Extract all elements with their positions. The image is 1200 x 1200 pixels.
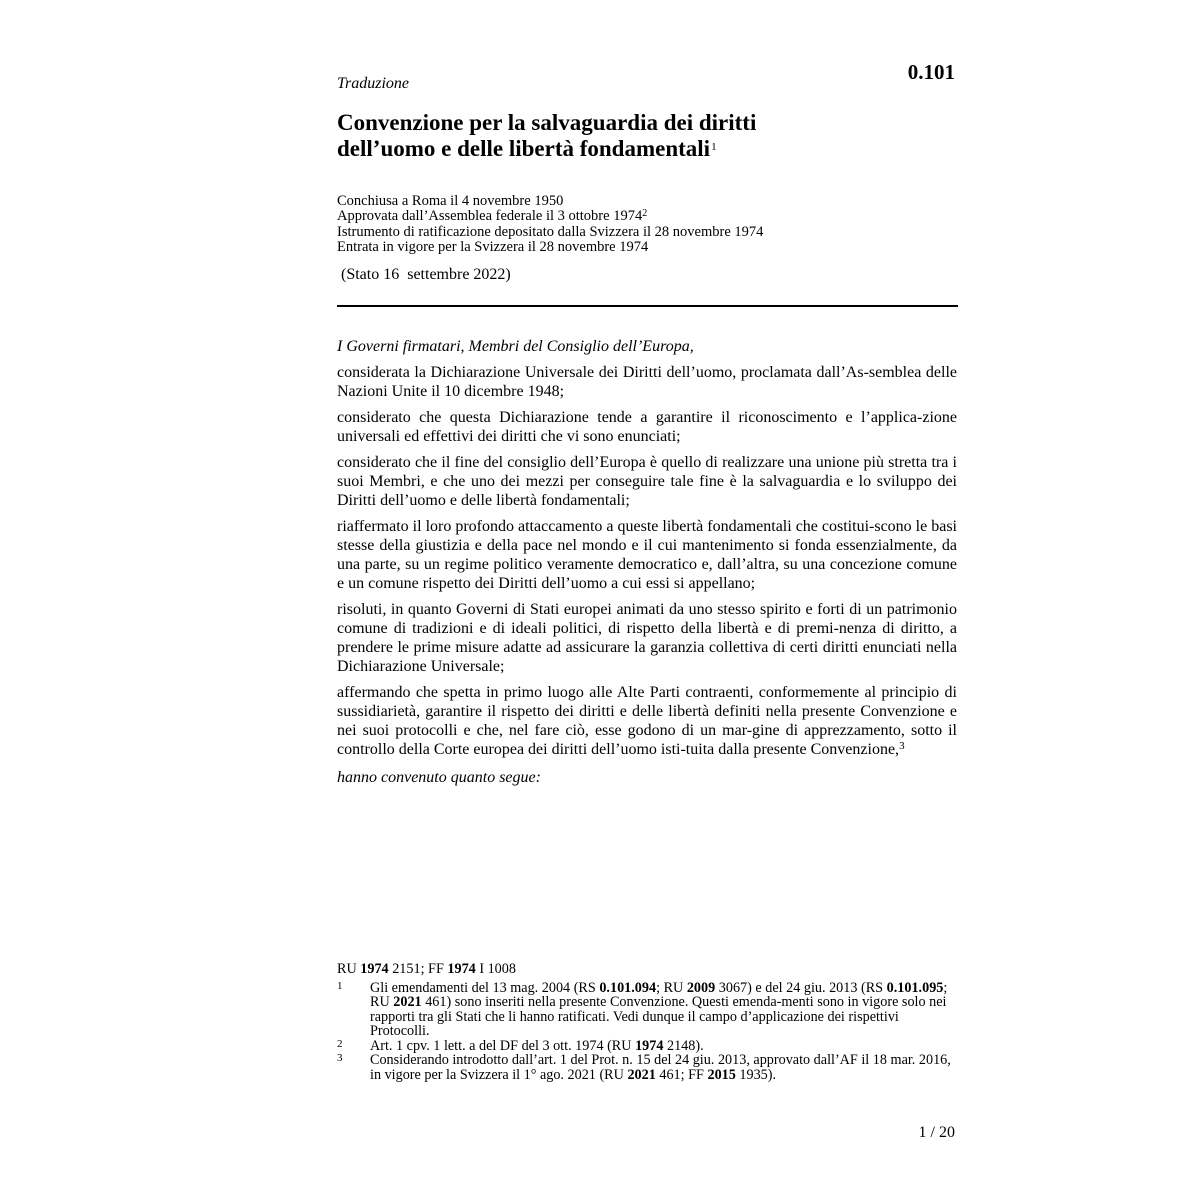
preamble-intro: I Governi firmatari, Membri del Consiglio dell’Europa, [337, 338, 694, 355]
status-date: (Stato 16 settembre 2022) [341, 266, 511, 283]
ff-year: 1974 [447, 961, 476, 977]
document-metadata [337, 194, 763, 255]
fn-text-part: 2148). [663, 1037, 704, 1054]
translation-label: Traduzione [337, 75, 410, 92]
fn-bold-ref: 0.101.094 [599, 979, 657, 996]
preamble-paragraph: considerata la Dichiarazione Universale dei Diritti dell’uomo, proclamata dall’As-semblea delle Nazioni Unite il 10 dicembre 1948; [337, 364, 957, 400]
concluded-line: Conchiusa a Roma il 4 novembre 1950 [337, 193, 564, 209]
fn-bold-ref: 2021 [627, 1066, 656, 1083]
preamble-paragraph: riaffermato il loro profondo attaccamento a queste libertà fondamentali che costitui-scono le basi stesse della giustizia e della pace nel mondo e il cui mantenimento si fonda essenzialmente, da una parte, su un regime politico veramente democratico e, dall’altra, su una concezione comune e un comune rispetto dei Diritti dell’uomo a cui essi si appellano; [337, 518, 957, 592]
footnotes [337, 962, 957, 1082]
footnote-text [370, 1039, 957, 1054]
header-divider [337, 305, 958, 307]
fn-bold-ref: 1974 [635, 1037, 664, 1054]
title-line-2-text: dell’uomo e delle libertà fondamentali [337, 136, 711, 161]
preamble-paragraph: risoluti, in quanto Governi di Stati europei animati da uno stesso spirito e forti di un patrimonio comune di tradizioni e di ideali politici, di rispetto della libertà e di premi-nenza di diritto, a prendere le prime misure adatte ad assicurare la garanzia collettiva di certi diritti enunciati nella Dichiarazione Universale; [337, 601, 957, 675]
fn-bold-ref: 2015 [707, 1066, 736, 1083]
fn-text-part: 3067) e del 24 giu. 2013 (RS [715, 979, 887, 996]
title-line-1: Convenzione per la salvaguardia dei diritti [337, 110, 757, 135]
footnote-2 [337, 1039, 957, 1054]
footnote-1 [337, 981, 957, 1039]
ru-year: 1974 [360, 961, 389, 977]
ru-text: I 1008 [475, 961, 516, 977]
footnote-number: 2 [337, 1037, 343, 1050]
approved-text: Approvata dall’Assemblea federale il 3 ottobre 1974 [337, 208, 643, 224]
preamble-footnote-ref[interactable]: 3 [899, 740, 905, 752]
fn-text-part: Gli emendamenti del 13 mag. 2004 (RS [370, 979, 600, 996]
preamble-paragraph: considerato che questa Dichiarazione tende a garantire il riconoscimento e l’applica-zione universali ed effettivi dei diritti che vi sono enunciati; [337, 409, 957, 445]
fn-text-part: Art. 1 cpv. 1 lett. a del DF del 3 ott. 1974 (RU [370, 1037, 636, 1054]
footnote-text [370, 981, 957, 1039]
preamble-paragraph-last [337, 683, 957, 761]
ratification-line: Istrumento di ratificazione depositato dalla Svizzera il 28 novembre 1974 [337, 224, 764, 240]
ru-text: 2151; FF [388, 961, 448, 977]
preamble-outro: hanno convenuto quanto segue: [337, 769, 541, 786]
preamble [337, 337, 957, 787]
fn-text-part: 461; FF [655, 1066, 708, 1083]
footnote-3 [337, 1053, 957, 1082]
fn-text-part: 461) sono inseriti nella presente Convenzione. Questi emenda-menti sono in vigore solo nei rapporti tra gli Stati che li hanno ratificati. Vedi dunque il campo d’applicazione dei rispettivi Protocolli. [370, 994, 947, 1039]
fn-bold-ref: 2021 [393, 994, 422, 1010]
title-footnote-ref[interactable]: 1 [711, 141, 717, 153]
entry-into-force-line: Entrata in vigore per la Svizzera il 28 novembre 1974 [337, 239, 649, 255]
preamble-paragraph-last-text: affermando che spetta in primo luogo alle Alte Parti contraenti, conformemente al principio di sussidiarietà, garantire il rispetto dei diritti e delle libertà definiti nella presente Convenzione e nei suoi protocolli e che, nel fare ciò, esse godono di un mar-gine di apprezzamento, sotto il controllo della Corte europea dei diritti dell’uomo isti-tuita dalla presente Convenzione, [337, 684, 957, 758]
fn-text-part: Considerando introdotto dall’art. 1 del Prot. n. 15 del 24 giu. 2013, approvato dall’AF il 18 mar. 2016, in vigore per la Svizzera il 1° ago. 2021 (RU [370, 1052, 951, 1083]
document-title [337, 110, 897, 166]
sr-number: 0.101 [907, 60, 955, 84]
title-line-2 [337, 136, 897, 166]
page-number: 1 / 20 [918, 1124, 955, 1141]
fn-text-part: 1935). [735, 1066, 777, 1083]
approved-line [337, 209, 763, 225]
fn-bold-ref: 2009 [686, 979, 716, 996]
ru-text: RU [337, 961, 361, 977]
fn-text-part: ; RU [656, 979, 687, 996]
fn-text-part: ; RU [370, 979, 948, 1010]
approved-footnote-ref[interactable]: 2 [642, 208, 648, 219]
footnote-number: 3 [337, 1052, 343, 1064]
fn-bold-ref: 0.101.095 [886, 979, 944, 996]
preamble-paragraph: considerato che il fine del consiglio dell’Europa è quello di realizzare una unione più stretta tra i suoi Membri, e che uno dei mezzi per conseguire tale fine è la salvaguardia e lo sviluppo dei Diritti dell’uomo e delle libertà fondamentali; [337, 454, 957, 509]
footnote-number: 1 [337, 979, 343, 992]
footnote-text [370, 1053, 957, 1082]
ru-reference [337, 962, 957, 977]
